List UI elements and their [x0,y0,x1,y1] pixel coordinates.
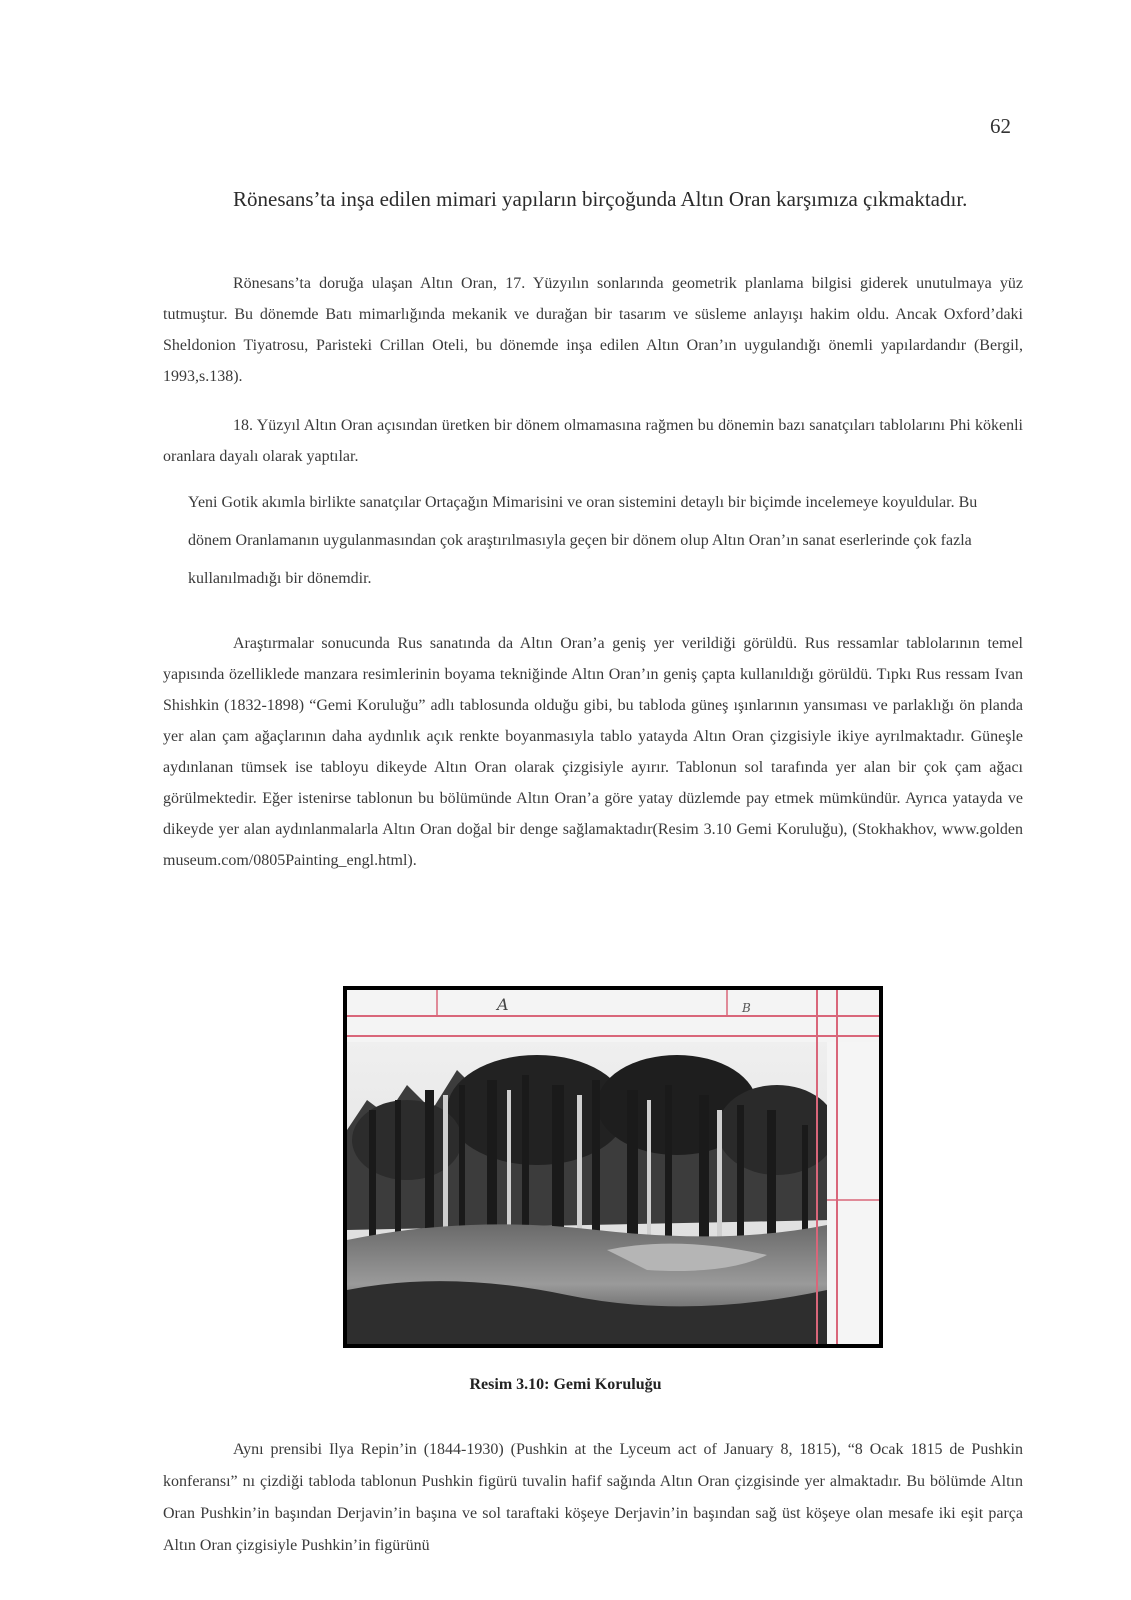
figure-label-b: B [742,1001,751,1015]
paragraph-neo-gothic: Yeni Gotik akımla birlikte sanatçılar Ortaçağın Mimarisini ve oran sistemini detaylı bir biçimde incelemeye koyuldular. Bu dönem Oranlamanın uygulanmasından çok araştırılmasıyla geçen bir dönem olup Altın Oran’ın sanat eserlerinde çok fazla kullanılmadığı bir dönemdir. [188,494,978,587]
paragraph-18th-century: 18. Yüzyıl Altın Oran açısından üretken bir dönem olmamasına rağmen bu dönemin bazı sanatçıları tablolarını Phi kökenli oranlara dayalı olarak yaptılar. [163,417,1023,465]
paragraph-intro: Rönesans’ta inşa edilen mimari yapıların birçoğunda Altın Oran karşımıza çıkmaktadır. [233,187,968,211]
paragraph-renaissance: Rönesans’ta doruğa ulaşan Altın Oran, 17. Yüzyılın sonlarında geometrik planlama bilgisi giderek unutulmaya yüz tutmuştur. Bu dönemde Batı mimarlığında mekanik ve durağan bir tasarım ve süsleme anlayışı hakim oldu. Ancak Oxford’daki Sheldonion Tiyatrosu, Paristeki Crillan Oteli, bu dönemde inşa edilen Altın Oran’ın uygulandığı önemli yapılardandır (Bergil, 1993,s.138). [163,275,1023,385]
paragraph-repin-clip [0,1434,1131,1562]
figure-caption: Resim 3.10: Gemi Koruluğu [469,1376,662,1393]
figure-label-a: A [497,995,509,1014]
paragraph-repin: Aynı prensibi Ilya Repin’in (1844-1930) (Pushkin at the Lyceum act of January 8, 1815), “8 Ocak 1815 de Pushkin konferansı” nı çizdiği tabloda tablonun Pushkin figürü tuvalin hafif sağında Altın Oran çizgisinde yer almaktadır. Bu bölümde Altın Oran Pushkin’in başından Derjavin’in başına ve sol taraftaki köşeye Derjavin’in başından sağ üst köşeye olan mesafe iki eşit parça Altın Oran çizgisiyle Pushkin’in figürünü [163,1441,1023,1554]
figure-gemi-korulugu [343,986,883,1348]
forest-painting-image [347,990,879,1344]
paragraph-russian-art: Araştırmalar sonucunda Rus sanatında da Altın Oran’a geniş yer verildiği görüldü. Rus ressamlar tablolarının temel yapısında özelliklede manzara resimlerinin boyama tekniğinde Altın Oran’ın geniş çapta kullanıldığı görüldü. Tıpkı Rus ressam Ivan Shishkin (1832-1898) “Gemi Koruluğu” adlı tablosunda olduğu gibi, bu tabloda güneş ışınlarının yansıması ve parlaklığı ön planda yer alan çam ağaçlarının daha aydınlık açık renkte boyanmasıyla tablo yatayda Altın Oran çizgisiyle ikiye ayrılmaktadır. Güneşle aydınlanan tümsek ise tabloyu dikeyde Altın Oran olarak çizgisiyle ayırır. Tablonun sol tarafında yer alan bir çok çam ağacı görülmektedir. Eğer istenirse tablonun bu bölümünde Altın Oran’a göre yatay düzlemde pay etmek mümkündür. Ayrıca yatayda ve dikeyde yer alan aydınlanmalarla Altın Oran doğal bir denge sağlamaktadır(Resim 3.10 Gemi Koruluğu), (Stokhakhov, www.golden museum.com/0805Painting_engl.html). [163,635,1023,869]
page-number: 62 [990,114,1011,138]
